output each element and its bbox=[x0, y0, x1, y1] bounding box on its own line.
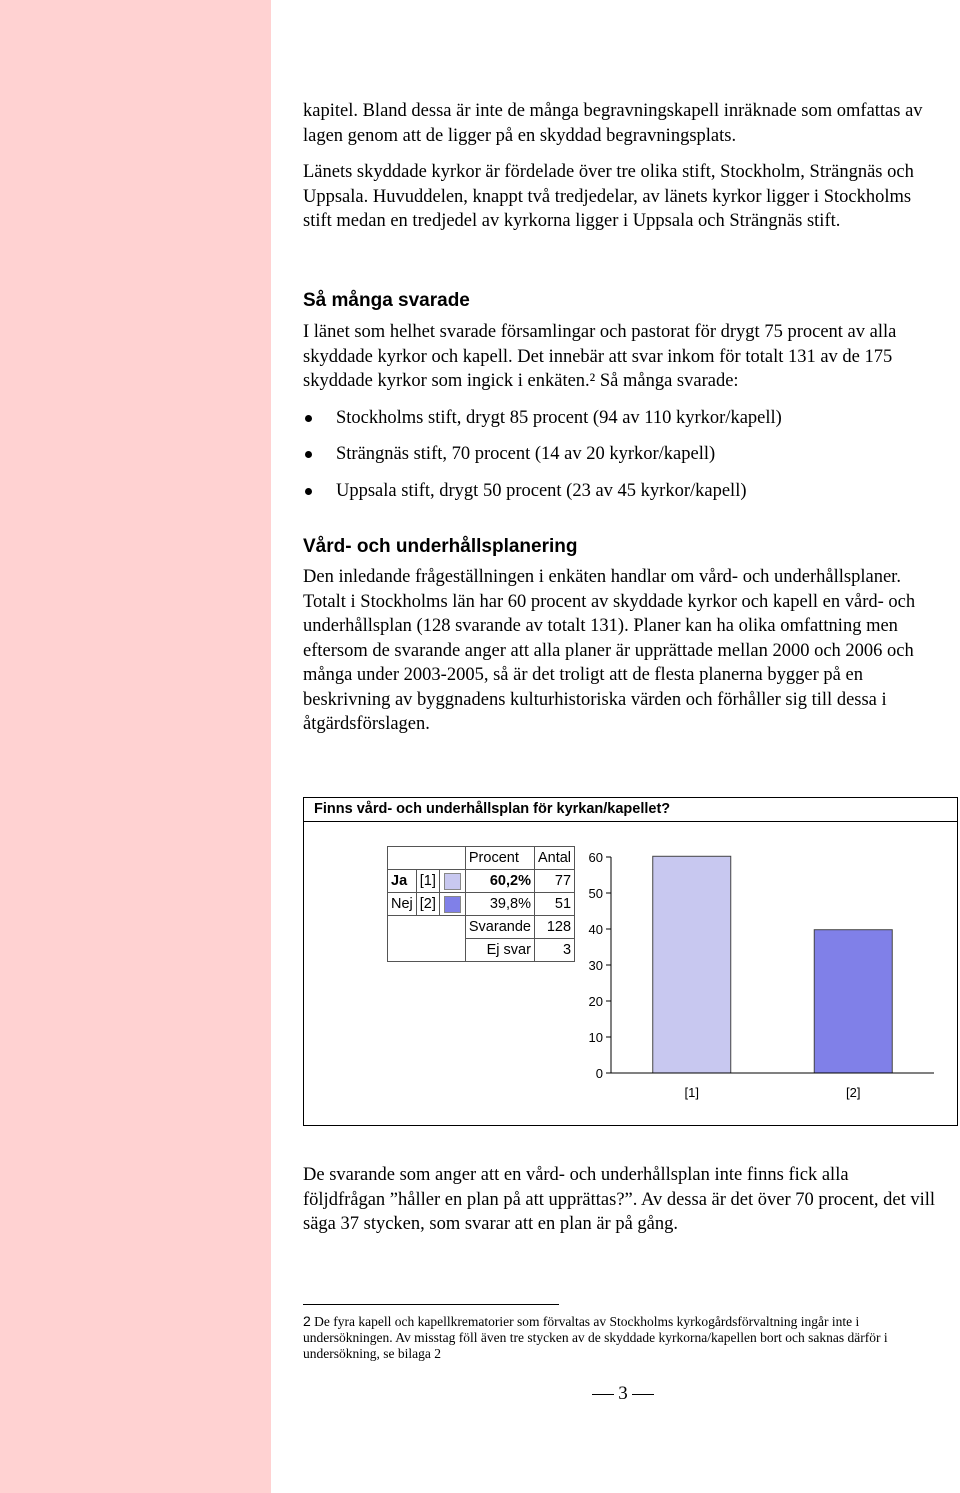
bullet-icon bbox=[305, 415, 312, 422]
bullet-icon bbox=[305, 451, 312, 458]
survey-figure bbox=[303, 797, 958, 1126]
footnote-number: 2 bbox=[303, 1313, 311, 1329]
y-tick-label: 40 bbox=[588, 922, 603, 937]
y-tick-label: 50 bbox=[588, 886, 603, 901]
footnote bbox=[303, 1313, 935, 1362]
page-number bbox=[583, 1382, 663, 1406]
y-tick-label: 0 bbox=[595, 1066, 603, 1081]
row-code: [2] bbox=[416, 893, 439, 916]
page-number-dash-right bbox=[632, 1394, 654, 1395]
row-antal: 51 bbox=[534, 893, 574, 916]
paragraph-foljdfraga: De svarande som anger att en vård- och underhållsplan inte finns fick alla följdfrågan ”håller en plan på att upprättas?”. Av dessa är det över 70 procent, det vill säga 37 stycken, som svarar att en plan är på gång. bbox=[303, 1165, 936, 1234]
row-antal: 77 bbox=[534, 870, 574, 893]
bullet-text: Uppsala stift, drygt 50 procent (23 av 45 kyrkor/kapell) bbox=[336, 481, 747, 501]
row-label: Ja bbox=[388, 870, 417, 893]
header-antal: Antal bbox=[534, 847, 574, 870]
page-margin-band bbox=[0, 0, 271, 1493]
bar bbox=[653, 856, 731, 1073]
y-tick-label: 60 bbox=[588, 850, 603, 865]
row-procent: 39,8% bbox=[465, 893, 534, 916]
paragraph-svarande: I länet som helhet svarade församlingar och pastorat för drygt 75 procent av alla skyddade kyrkor och kapell. Det innebär att svar inkom för totalt 131 av de 175 skyddade kyrkor som ingick i enkäten.² Så många svarade: bbox=[303, 322, 897, 391]
paragraph-vardplaner: Den inledande frågeställningen i enkäten handlar om vård- och underhållsplaner. Totalt i Stockholms län har 60 procent av skyddade kyrkor och kapell en vård- och underhållsplan (128 svarande av totalt 131). Planer kan ha olika omfattning men eftersom de svarande anger att alla planer är upprättade mellan 2000 och 2006 och många under 2003-2005, så är det troligt att de flesta planerna bygger på en beskrivning av byggnadens kulturhistoriska värden och förhåller sig till dessa i åtgärdsförslagen. bbox=[303, 567, 916, 734]
y-tick-label: 30 bbox=[588, 958, 603, 973]
heading-sa-manga-svarade: Så många svarade bbox=[303, 290, 470, 311]
heading-vard-och-underhall: Vård- och underhållsplanering bbox=[303, 536, 578, 557]
footnote-text: De fyra kapell och kapellkrematorier som förvaltas av Stockholms kyrkogårdsförvaltning ingår inte i undersökningen. Av misstag föll även tre stycken av de skyddade kyrkorna/kapellen bort och saknas därför i undersökning, se bilaga 2 bbox=[303, 1314, 888, 1361]
svarande-label: Svarande bbox=[465, 916, 534, 939]
row-label: Nej bbox=[388, 893, 417, 916]
row-procent: 60,2% bbox=[465, 870, 534, 893]
row-code: [1] bbox=[416, 870, 439, 893]
bar bbox=[814, 930, 892, 1073]
footnote-divider bbox=[303, 1304, 559, 1305]
page-number-value: 3 bbox=[618, 1383, 628, 1404]
figure-title: Finns vård- och underhållsplan för kyrkan/kapellet? bbox=[304, 798, 957, 822]
bullet-text: Strängnäs stift, 70 procent (14 av 20 kyrkor/kapell) bbox=[336, 444, 716, 464]
bullet-icon bbox=[305, 488, 312, 495]
bullet-text: Stockholms stift, drygt 85 procent (94 av 110 kyrkor/kapell) bbox=[336, 408, 782, 428]
x-tick-label: [2] bbox=[846, 1085, 861, 1100]
header-procent: Procent bbox=[465, 847, 534, 870]
y-tick-label: 20 bbox=[588, 994, 603, 1009]
ejsvar-value: 3 bbox=[534, 939, 574, 962]
paragraph-stift: Länets skyddade kyrkor är fördelade över tre olika stift, Stockholm, Strängnäs och Uppsala. Huvuddelen, knappt två tredjedelar, av länets kyrkor ligger i Stockholms stift medan en tredjedel av kyrkorna ligger i Uppsala och Strängnäs stift. bbox=[303, 162, 914, 231]
page-number-dash-left bbox=[592, 1394, 614, 1395]
bar-chart bbox=[304, 822, 957, 1122]
x-tick-label: [1] bbox=[684, 1085, 699, 1100]
y-tick-label: 10 bbox=[588, 1030, 603, 1045]
ejsvar-label: Ej svar bbox=[465, 939, 534, 962]
paragraph-intro: kapitel. Bland dessa är inte de många begravningskapell inräknade som omfattas av lagen genom att de ligger på en skyddad begravningsplats. bbox=[303, 101, 923, 146]
svarande-value: 128 bbox=[534, 916, 574, 939]
